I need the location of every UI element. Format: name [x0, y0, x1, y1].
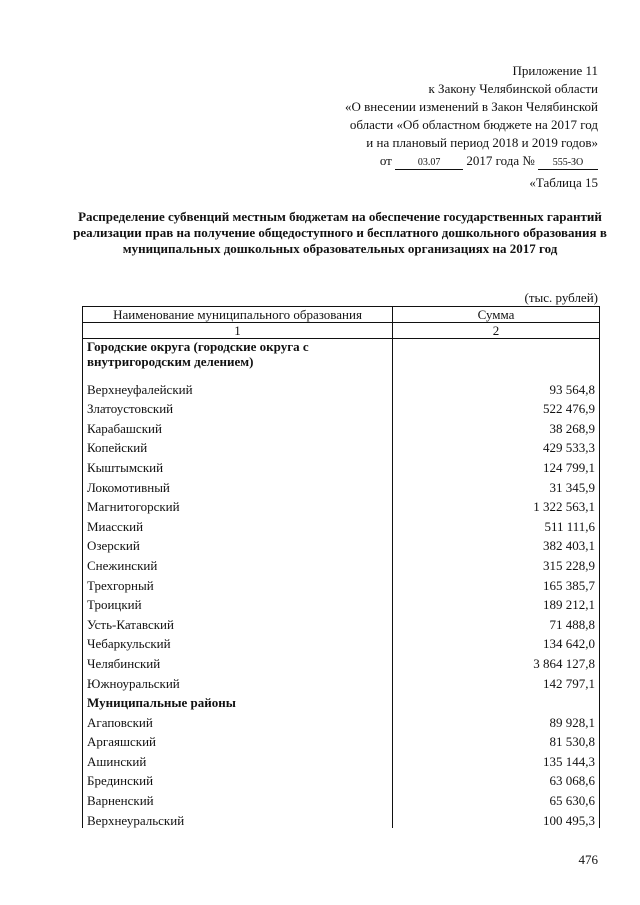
- table-row: [83, 730, 600, 750]
- year-text: 2017 года №: [466, 153, 535, 168]
- table-row: [83, 788, 600, 808]
- appendix-law-title-2: области «Об областном бюджете на 2017 год: [349, 117, 598, 132]
- municipality-name: Карабашский: [83, 416, 393, 436]
- column-number-1: 1: [83, 323, 393, 339]
- subvention-amount: 511 111,6: [393, 514, 600, 534]
- date-prefix: от: [379, 153, 392, 168]
- table-row: [83, 514, 600, 534]
- table-row: [83, 495, 600, 515]
- subvention-amount: 522 476,9: [393, 397, 600, 417]
- document-title: Распределение субвенций местным бюджетам на обеспечение государственных гарантий реализации прав на получение общедоступного и бесплатного дошкольного образования в муниципальных дошкольных образовательных организациях на 2017 год: [73, 209, 607, 256]
- subvention-amount: 142 797,1: [393, 671, 600, 691]
- subvention-amount: 135 144,3: [393, 749, 600, 769]
- column-header-name: Наименование муниципального образования: [83, 307, 393, 323]
- table-row: [83, 749, 600, 769]
- subvention-amount: 429 533,3: [393, 436, 600, 456]
- subventions-table: [82, 306, 600, 828]
- subvention-amount: 315 228,9: [393, 553, 600, 573]
- subvention-amount: 1 322 563,1: [393, 495, 600, 515]
- subvention-amount: 165 385,7: [393, 573, 600, 593]
- section-row-city-districts: [83, 339, 600, 378]
- subvention-amount: 31 345,9: [393, 475, 600, 495]
- subvention-amount: 189 212,1: [393, 593, 600, 613]
- table-row: [83, 553, 600, 573]
- subvention-amount: 71 488,8: [393, 612, 600, 632]
- table-row: [83, 397, 600, 417]
- municipality-name: Верхнеуфалейский: [83, 377, 393, 397]
- table-row: [83, 475, 600, 495]
- table-label: «Таблица 15: [529, 175, 598, 190]
- municipality-name: Магнитогорский: [83, 495, 393, 515]
- municipality-name: Троицкий: [83, 593, 393, 613]
- municipality-name: Верхнеуральский: [83, 808, 393, 828]
- municipality-name: Агаповский: [83, 710, 393, 730]
- page-number: 476: [578, 852, 598, 867]
- table-row: [83, 769, 600, 789]
- table-row: [83, 416, 600, 436]
- subvention-amount: 63 068,6: [393, 769, 600, 789]
- subvention-amount: 81 530,8: [393, 730, 600, 750]
- municipality-name: Златоустовский: [83, 397, 393, 417]
- subvention-amount: 89 928,1: [393, 710, 600, 730]
- table-number-row: [83, 323, 600, 339]
- municipality-name: Брединский: [83, 769, 393, 789]
- table-row: [83, 651, 600, 671]
- table-row: [83, 573, 600, 593]
- section-title: Муниципальные районы: [83, 691, 393, 711]
- municipality-name: Варненский: [83, 788, 393, 808]
- column-number-2: 2: [393, 323, 600, 339]
- appendix-date-line: [345, 152, 598, 170]
- table-row: [83, 612, 600, 632]
- section-title: Городские округа (городские округа с внутригородским делением): [83, 339, 393, 378]
- municipality-name: Локомотивный: [83, 475, 393, 495]
- table-row: [83, 377, 600, 397]
- table-header-row: [83, 307, 600, 323]
- appendix-header: [345, 62, 598, 170]
- table-row: [83, 710, 600, 730]
- column-header-sum: Сумма: [393, 307, 600, 323]
- municipality-name: Южноуральский: [83, 671, 393, 691]
- table-row: [83, 632, 600, 652]
- municipality-name: Трехгорный: [83, 573, 393, 593]
- table-row: [83, 455, 600, 475]
- subvention-amount: 65 630,6: [393, 788, 600, 808]
- subvention-amount: 3 864 127,8: [393, 651, 600, 671]
- section-row-municipal-districts: [83, 691, 600, 711]
- subvention-amount: 93 564,8: [393, 377, 600, 397]
- subvention-amount: 124 799,1: [393, 455, 600, 475]
- subvention-amount: 382 403,1: [393, 534, 600, 554]
- municipality-name: Усть-Катавский: [83, 612, 393, 632]
- municipality-name: Копейский: [83, 436, 393, 456]
- municipality-name: Челябинский: [83, 651, 393, 671]
- table-row: [83, 436, 600, 456]
- appendix-law-title-1: «О внесении изменений в Закон Челябинской: [344, 99, 598, 114]
- subvention-amount: 134 642,0: [393, 632, 600, 652]
- table-row: [83, 534, 600, 554]
- municipality-name: Снежинский: [83, 553, 393, 573]
- municipality-name: Миасский: [83, 514, 393, 534]
- unit-label: (тыс. рублей): [524, 290, 598, 305]
- appendix-number: Приложение 11: [512, 63, 598, 78]
- date-value: 03.07: [395, 157, 463, 170]
- table-row: [83, 671, 600, 691]
- municipality-name: Озерский: [83, 534, 393, 554]
- subvention-amount: 38 268,9: [393, 416, 600, 436]
- appendix-law-title-3: и на плановый период 2018 и 2019 годов»: [366, 135, 598, 150]
- municipality-name: Кыштымский: [83, 455, 393, 475]
- law-number: 555-ЗО: [538, 157, 598, 170]
- municipality-name: Чебаркульский: [83, 632, 393, 652]
- table-row: [83, 808, 600, 828]
- table-row: [83, 593, 600, 613]
- appendix-law: к Закону Челябинской области: [428, 81, 598, 96]
- subvention-amount: 100 495,3: [393, 808, 600, 828]
- municipality-name: Ашинский: [83, 749, 393, 769]
- municipality-name: Аргаяшский: [83, 730, 393, 750]
